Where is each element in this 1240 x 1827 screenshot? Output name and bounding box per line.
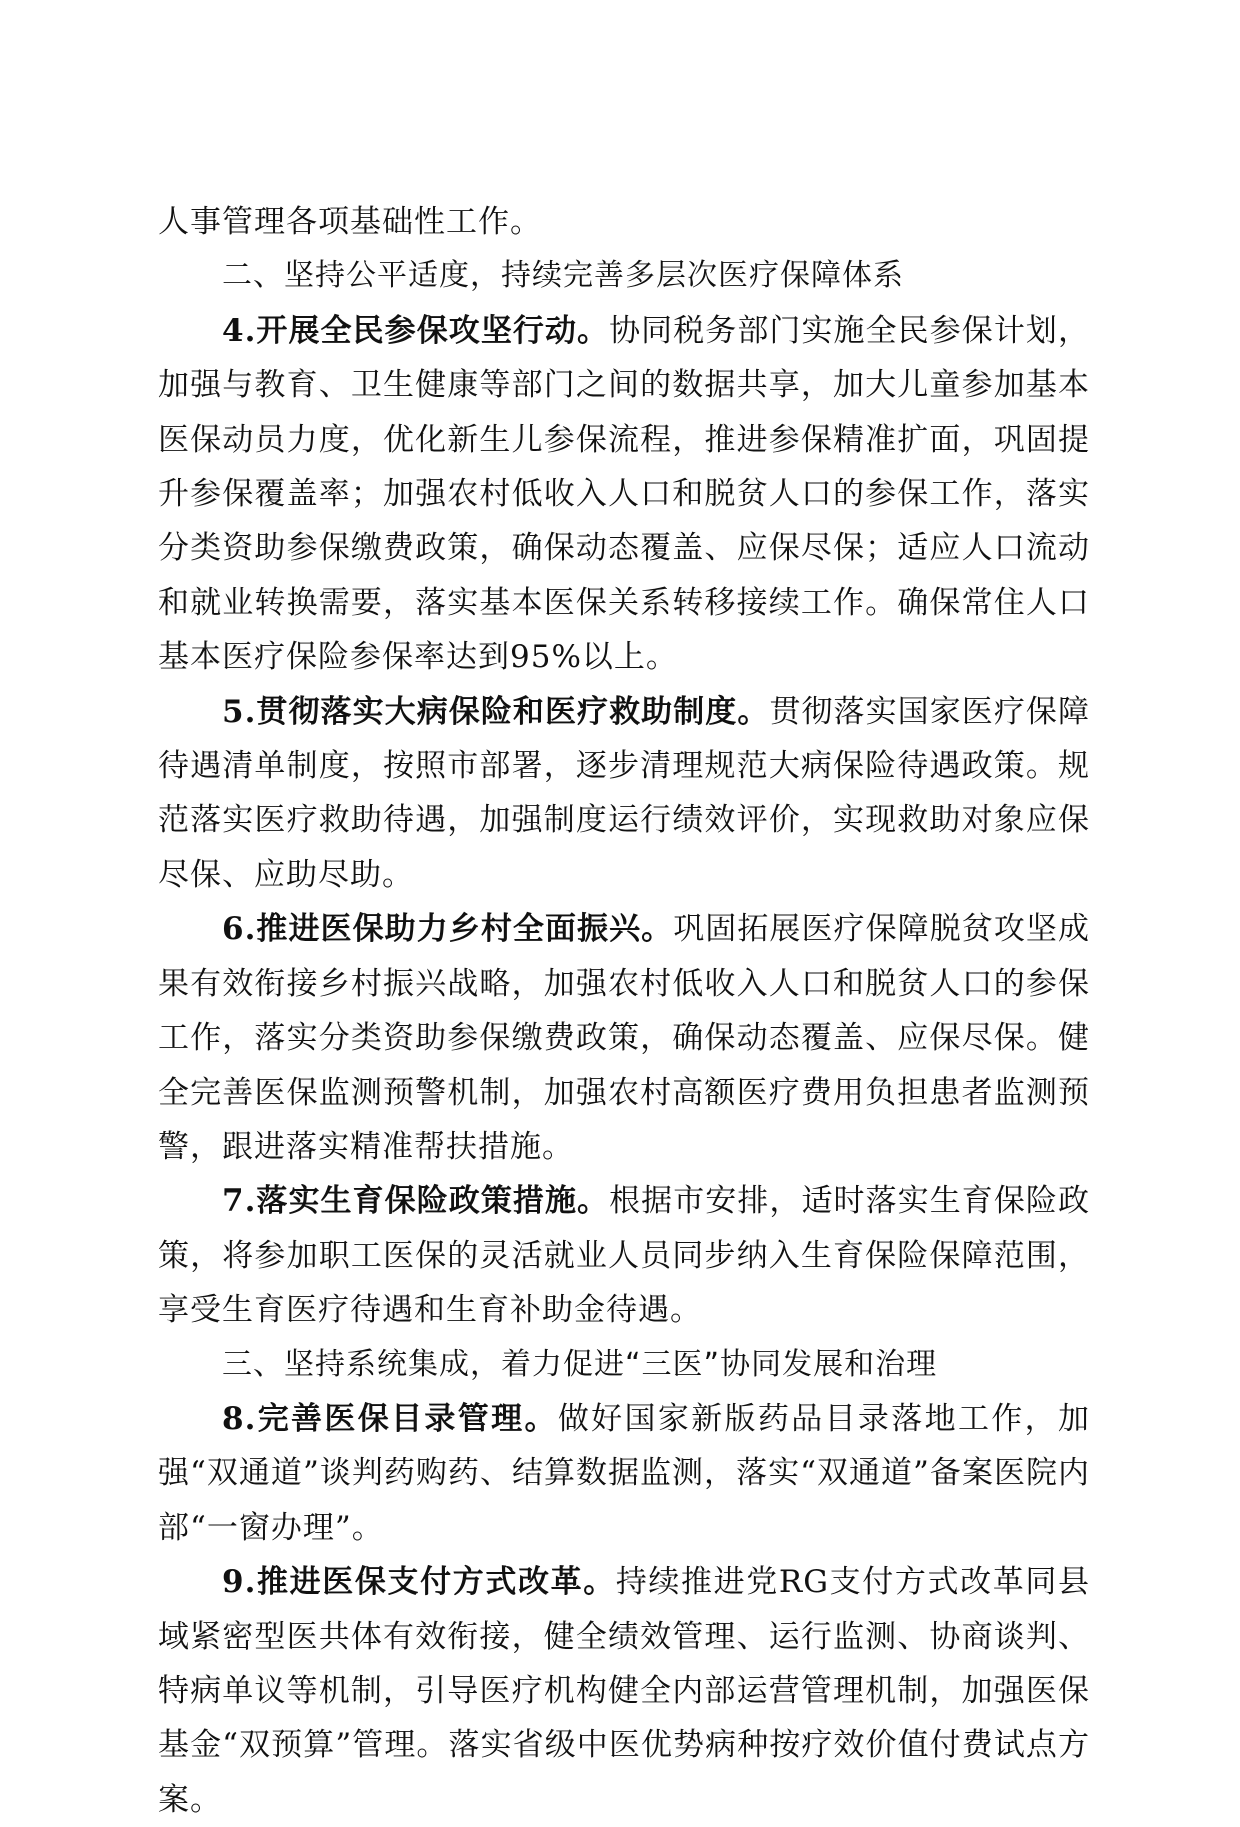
section-heading-3: 三、坚持系统集成，着力促进“三医”协同发展和治理 [222, 1346, 938, 1382]
item-8-body: 做好国家新版药品目录落地工作，加强“双通道”谈判药购药、结算数据监测，落实“双通道”备案医院内部“一窗办理”。 [158, 1400, 1090, 1546]
item-5-title: 5.贯彻落实大病保险和医疗救助制度。 [222, 693, 770, 730]
item-5-paragraph [158, 685, 1090, 903]
item-7-paragraph [158, 1174, 1090, 1337]
item-6-body: 巩固拓展医疗保障脱贫攻坚成果有效衔接乡村振兴战略，加强农村低收入人口和脱贫人口的参保工作，落实分类资助参保缴费政策，确保动态覆盖、应保尽保。健全完善医保监测预警机制，加强农村高额医疗费用负担患者监测预警，跟进落实精准帮扶措施。 [158, 911, 1090, 1165]
item-6-paragraph [158, 902, 1090, 1174]
item-7-body: 根据市安排，适时落实生育保险政策，将参加职工医保的灵活就业人员同步纳入生育保险保障范围，享受生育医疗待遇和生育补助金待遇。 [158, 1183, 1090, 1329]
item-8-title: 8.完善医保目录管理。 [222, 1400, 558, 1437]
item-9-paragraph [158, 1555, 1090, 1827]
item-9-title: 9.推进医保支付方式改革。 [222, 1564, 616, 1601]
item-9-body: 持续推进党RG支付方式改革同县域紧密型医共体有效衔接，健全绩效管理、运行监测、协商谈判、特病单议等机制，引导医疗机构健全内部运营管理机制，加强医保基金“双预算”管理。落实省级中医优势病种按疗效价值付费试点方案。 [158, 1564, 1090, 1818]
document-page [158, 195, 1090, 1827]
section-heading-2: 二、坚持公平适度，持续完善多层次医疗保障体系 [222, 258, 904, 294]
item-4-paragraph [158, 304, 1090, 685]
item-5-body: 贯彻落实国家医疗保障待遇清单制度，按照市部署，逐步清理规范大病保险待遇政策。规范落实医疗救助待遇，加强制度运行绩效评价，实现救助对象应保尽保、应助尽助。 [158, 693, 1090, 893]
item-8-paragraph [158, 1392, 1090, 1555]
intro-paragraph: 人事管理各项基础性工作。 [158, 204, 542, 240]
item-4-body: 协同税务部门实施全民参保计划，加强与教育、卫生健康等部门之间的数据共享，加大儿童参加基本医保动员力度，优化新生儿参保流程，推进参保精准扩面，巩固提升参保覆盖率；加强农村低收入人口和脱贫人口的参保工作，落实分类资助参保缴费政策，确保动态覆盖、应保尽保；适应人口流动和就业转换需要，落实基本医保关系转移接续工作。确保常住人口基本医疗保险参保率达到95%以上。 [158, 312, 1090, 676]
item-6-title: 6.推进医保助力乡村全面振兴。 [222, 911, 674, 948]
item-4-title: 4.开展全民参保攻坚行动。 [222, 312, 610, 349]
item-7-title: 7.落实生育保险政策措施。 [222, 1183, 610, 1220]
